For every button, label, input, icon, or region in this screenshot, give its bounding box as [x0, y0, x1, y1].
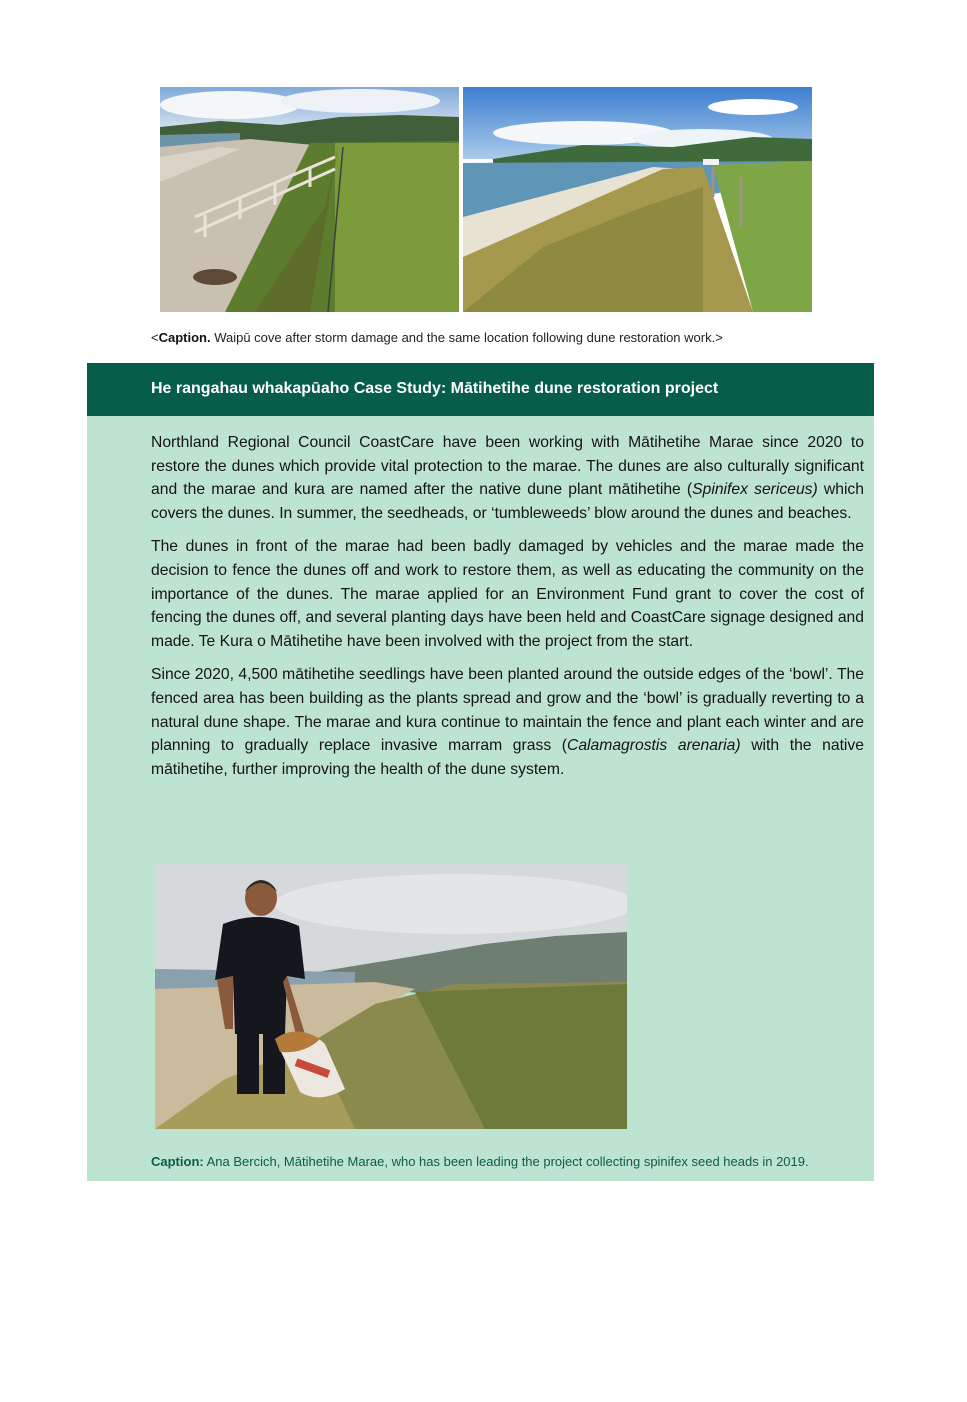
paragraph-3: Since 2020, 4,500 mātihetihe seedlings have been planted around the outside edges of the ‘bowl’. The fenced area has been building as the plants spread and grow and the ‘bowl’ is gradually reverting to a natural dune shape. The marae and kura continue to maintain the fence and plant each winter and are planning to gradually replace invasive marram grass (Calamagrostis arenaria) with the native mātihetihe, further improving the health of the dune system. [151, 666, 864, 778]
top-photo-caption: <Caption. Waipū cove after storm damage and the same location following dune restoration work.> [151, 330, 723, 345]
ana-bercich-photo [155, 864, 627, 1129]
caption-label: Caption: [151, 1154, 204, 1169]
paragraph-2: The dunes in front of the marae had been badly damaged by vehicles and the marae made the decision to fence the dunes off and work to restore them, as well as educating the community on the importance of the dunes. The marae applied for an Environment Fund grant to cover the cost of fencing the dunes off, and several planting days have been held and CoastCare signage designed and made. Te Kura o Mātihetihe have been involved with the project from the start. [151, 538, 864, 650]
storm-damage-photo [160, 87, 459, 312]
restored-dune-photo [463, 87, 812, 312]
caption-text: Ana Bercich, Mātihetihe Marae, who has been leading the project collecting spinifex seed heads in 2019. [203, 1154, 809, 1169]
paragraph-1: Northland Regional Council CoastCare have been working with Mātihetihe Marae since 2020 to restore the dunes which provide vital protection to the marae. The dunes are also culturally significant and the marae and kura are named after the native dune plant mātihetihe (Spinifex sericeus) which covers the dunes. In summer, the seedheads, or ‘tumbleweeds’ blow around the dunes and beaches. [151, 434, 864, 522]
case-study-caption [151, 1153, 881, 1171]
caption-text: Waipū cove after storm damage and the same location following dune restoration work.> [210, 330, 723, 345]
case-study-header [87, 363, 874, 416]
case-study-box [87, 363, 874, 1181]
case-study-body [151, 431, 864, 791]
case-study-title: He rangahau whakapūaho Case Study: Mātihetihe dune restoration project [151, 380, 719, 397]
caption-label: Caption. [158, 330, 211, 345]
